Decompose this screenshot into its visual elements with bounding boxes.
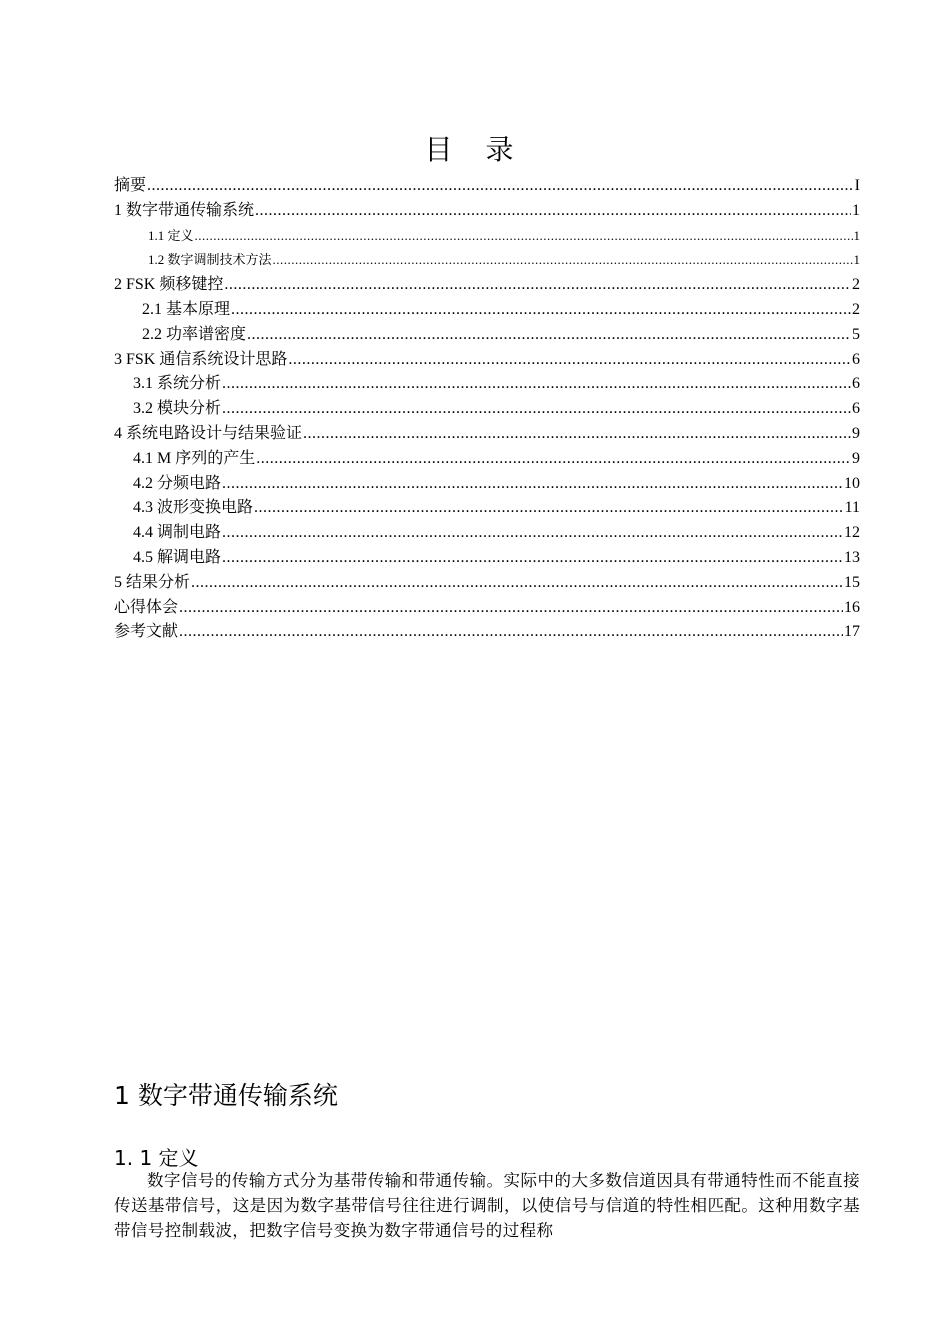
toc-entry-label: 4.1 M 序列的产生 xyxy=(133,449,256,467)
toc-entry-page: 1 xyxy=(853,252,860,268)
toc-entry-label: 3.2 模块分析 xyxy=(133,400,222,418)
toc-entry-label: 2 FSK 频移键控 xyxy=(114,276,224,294)
toc-entry-page: 15 xyxy=(844,573,860,591)
chapter-heading: 1 数字带通传输系统 xyxy=(114,1081,338,1110)
toc-entry-page: 2 xyxy=(852,276,860,294)
toc-leader-dots xyxy=(256,447,851,472)
table-of-contents xyxy=(114,174,860,645)
toc-leader-dots xyxy=(222,372,851,397)
toc-entry-label: 2.1 基本原理 xyxy=(142,300,231,318)
toc-entry-page: 10 xyxy=(844,474,860,492)
toc-entry-page: 6 xyxy=(852,375,860,393)
toc-entry-label: 2.2 功率谱密度 xyxy=(142,325,247,343)
toc-leader-dots xyxy=(222,472,843,497)
toc-entry-2-1[interactable] xyxy=(114,298,860,323)
toc-entry-chapter-1[interactable] xyxy=(114,199,860,224)
toc-entry-page: 1 xyxy=(852,201,860,219)
toc-entry-references[interactable] xyxy=(114,620,860,645)
toc-entry-label: 3.1 系统分析 xyxy=(133,375,222,393)
toc-entry-2-2[interactable] xyxy=(114,323,860,348)
toc-entry-page: 16 xyxy=(844,598,860,616)
toc-entry-page: 6 xyxy=(852,400,860,418)
toc-entry-page: 1 xyxy=(853,227,860,243)
toc-entry-label: 4 系统电路设计与结果验证 xyxy=(114,424,303,442)
toc-entry-page: 11 xyxy=(844,499,860,517)
toc-entry-3-1[interactable] xyxy=(114,372,860,397)
toc-entry-4-2[interactable] xyxy=(114,472,860,497)
toc-entry-chapter-2[interactable] xyxy=(114,273,860,298)
toc-leader-dots xyxy=(231,298,851,323)
toc-entry-1-2[interactable] xyxy=(114,248,860,273)
toc-entry-page: 13 xyxy=(844,548,860,566)
toc-leader-dots xyxy=(147,174,854,199)
toc-entry-label: 4.2 分频电路 xyxy=(133,474,222,492)
toc-leader-dots xyxy=(191,571,843,596)
toc-leader-dots xyxy=(288,348,851,373)
toc-leader-dots xyxy=(254,496,844,521)
toc-entry-label: 参考文献 xyxy=(114,623,179,641)
toc-entry-page: 9 xyxy=(852,449,860,467)
toc-entry-abstract[interactable] xyxy=(114,174,860,199)
toc-entry-page: I xyxy=(854,177,860,194)
toc-entry-label: 摘要 xyxy=(114,177,147,194)
toc-leader-dots xyxy=(224,273,851,298)
toc-entry-label: 3 FSK 通信系统设计思路 xyxy=(114,350,288,368)
toc-leader-dots xyxy=(179,596,843,621)
toc-entry-label: 1.1 定义 xyxy=(148,227,194,243)
toc-entry-chapter-4[interactable] xyxy=(114,422,860,447)
toc-entry-label: 1 数字带通传输系统 xyxy=(114,201,255,219)
toc-leader-dots xyxy=(222,546,843,571)
toc-entry-1-1[interactable] xyxy=(114,224,860,249)
toc-entry-3-2[interactable] xyxy=(114,397,860,422)
toc-leader-dots xyxy=(222,521,843,546)
toc-entry-label: 4.3 波形变换电路 xyxy=(133,499,254,517)
toc-entry-page: 5 xyxy=(852,325,860,343)
toc-leader-dots xyxy=(222,397,851,422)
toc-entry-4-3[interactable] xyxy=(114,496,860,521)
toc-leader-dots xyxy=(255,199,851,224)
toc-leader-dots xyxy=(247,323,851,348)
toc-entry-label: 1.2 数字调制技术方法 xyxy=(148,252,272,268)
toc-leader-dots xyxy=(273,248,853,273)
toc-entry-4-5[interactable] xyxy=(114,546,860,571)
toc-entry-4-4[interactable] xyxy=(114,521,860,546)
section-heading: 1. 1 定义 xyxy=(114,1146,199,1170)
toc-entry-page: 17 xyxy=(844,623,860,641)
toc-entry-label: 5 结果分析 xyxy=(114,573,191,591)
body-paragraph: 数字信号的传输方式分为基带传输和带通传输。实际中的大多数信道因具有带通特性而不能直接传送基带信号，这是因为数字基带信号往往进行调制，以使信号与信道的特性相匹配。这种用数字基带信号控制载波，把数字信号变换为数字带通信号的过程称 xyxy=(114,1171,860,1240)
toc-entry-page: 12 xyxy=(844,524,860,542)
toc-entry-page: 2 xyxy=(852,300,860,318)
toc-entry-4-1[interactable] xyxy=(114,447,860,472)
toc-entry-page: 9 xyxy=(852,424,860,442)
toc-entry-label: 心得体会 xyxy=(114,598,179,616)
toc-leader-dots xyxy=(195,224,853,249)
toc-entry-label: 4.4 调制电路 xyxy=(133,524,222,542)
toc-entry-chapter-5[interactable] xyxy=(114,571,860,596)
toc-entry-page: 6 xyxy=(852,350,860,368)
toc-title: 目 录 xyxy=(424,133,526,166)
toc-entry-reflections[interactable] xyxy=(114,596,860,621)
toc-entry-label: 4.5 解调电路 xyxy=(133,548,222,566)
toc-leader-dots xyxy=(179,620,843,645)
toc-leader-dots xyxy=(303,422,851,447)
toc-entry-chapter-3[interactable] xyxy=(114,348,860,373)
